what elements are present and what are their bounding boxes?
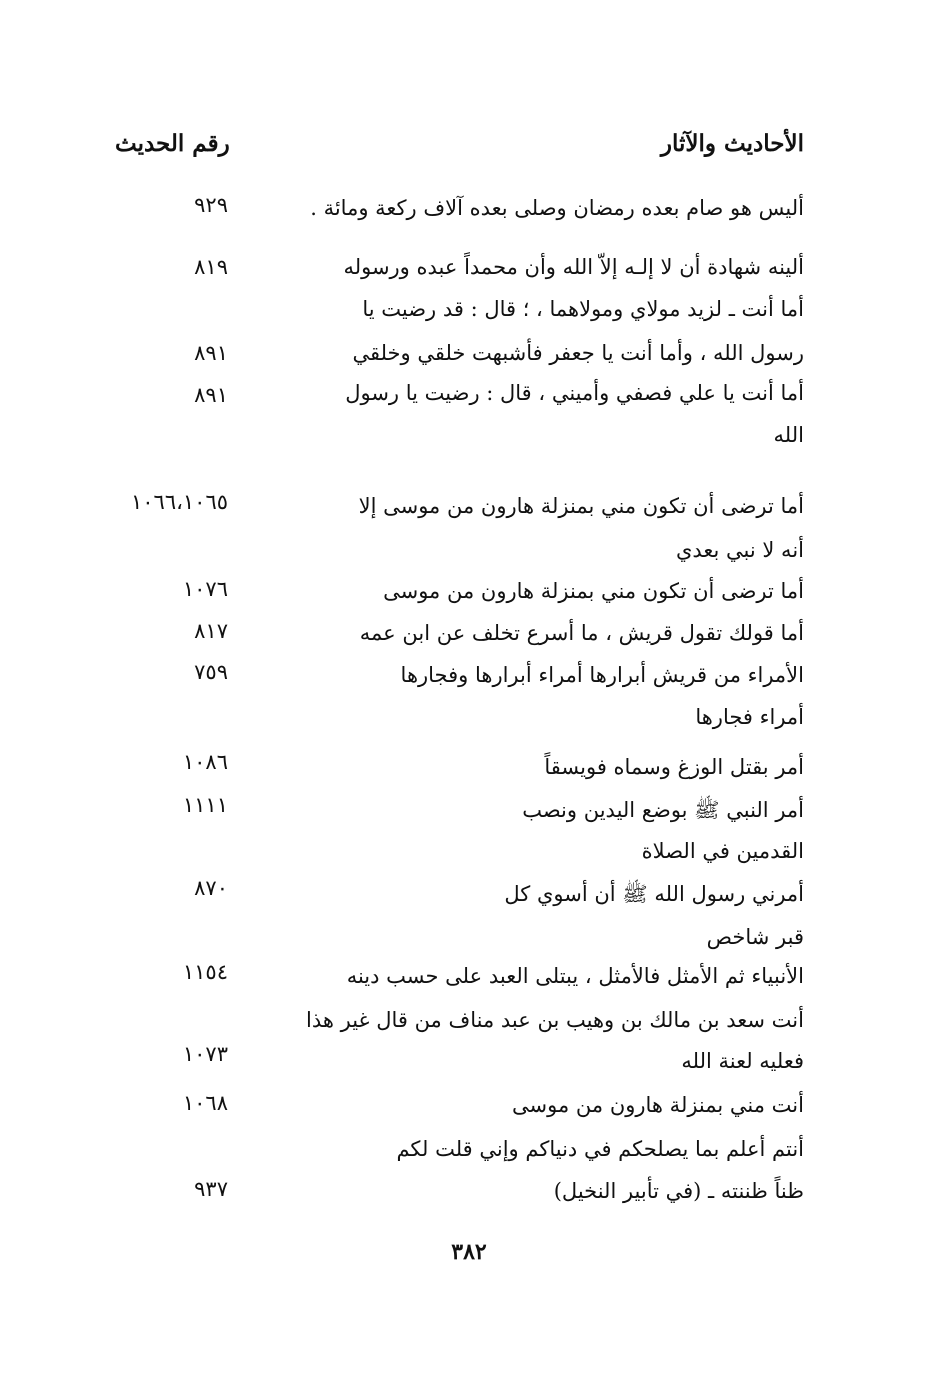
index-entry-line: أمر بقتل الوزغ وسماه فويسقاً [544,755,804,779]
index-entry-line: أنت سعد بن مالك بن وهيب بن عبد مناف من قال غير هذا [306,1008,804,1032]
index-entry-line: أنت مني بمنزلة هارون من موسى [512,1093,804,1117]
index-entry-line: أما ترضى أن تكون مني بمنزلة هارون من موسى إلا [358,494,804,518]
hadith-number: ٨٩١ [194,341,228,365]
index-entry-line: أليس هو صام بعده رمضان وصلى بعده آلاف ركعة ومائة . [310,196,804,220]
hadith-number: ٧٥٩ [194,660,228,684]
hadith-number: ١٠٦٨ [182,1091,228,1115]
page-number: ٣٨٢ [451,1239,487,1265]
hadith-number: ١٠٧٦ [182,577,228,601]
index-entry-line: أنه لا نبي بعدي [675,538,804,562]
hadith-number: ١٠٦٦،١٠٦٥ [130,490,228,514]
hadith-number: ١٠٨٦ [182,750,228,774]
hadith-number: ٩٢٩ [194,193,228,217]
index-entry-line: أمرني رسول الله ﷺ أن أسوي كل [504,882,804,906]
column-header-hadith-number: رقم الحديث [115,130,230,157]
hadith-number: ٨١٧ [194,619,228,643]
index-entry-line: الأمراء من قريش أبرارها أمراء أبرارها وفجارها [400,663,804,687]
index-entry-line: أما ترضى أن تكون مني بمنزلة هارون من موسى [383,579,804,603]
hadith-number: ١١٥٤ [182,960,228,984]
index-entry-line: فعليه لعنة الله [681,1049,804,1073]
hadith-number: ٨١٩ [194,255,228,279]
index-entry-line: الله [773,423,804,447]
index-entry-line: الأنبياء ثم الأمثل فالأمثل ، يبتلى العبد على حسب دينه [346,964,804,988]
index-entry-line: أما أنت ـ لزيد مولاي ومولاهما ، ؛ قال : قد رضيت يا [362,297,804,321]
index-entry-line: أما قولك تقول قريش ، ما أسرع تخلف عن ابن عمه [359,621,804,645]
index-entry-line: ظناً ظننته ـ (في تأبير النخيل) [553,1179,804,1203]
hadith-number: ٩٣٧ [194,1177,228,1201]
index-entry-line: أنتم أعلم بما يصلحكم في دنياكم وإني قلت لكم [396,1137,804,1161]
index-entry-line: رسول الله ، وأما أنت يا جعفر فأشبهت خلقي وخلقي [352,341,804,365]
index-entry-line: القدمين في الصلاة [641,839,804,863]
index-entry-line: أما أنت يا علي فصفي وأميني ، قال : رضيت يا رسول [345,381,804,405]
index-entry-line: أمر النبي ﷺ بوضع اليدين ونصب [522,798,804,822]
column-header-hadiths: الأحاديث والآثار [660,130,804,157]
hadith-number: ١٠٧٣ [182,1042,228,1066]
index-entry-line: أمراء فجارها [695,705,804,729]
index-entry-line: ألينه شهادة أن لا إلـه إلاّ الله وأن محمداً عبده ورسوله [343,255,804,279]
hadith-number: ١١١١ [182,793,228,817]
index-entry-line: قبر شاخص [706,925,804,949]
hadith-number: ٨٧٠ [194,876,228,900]
hadith-number: ٨٩١ [194,383,228,407]
